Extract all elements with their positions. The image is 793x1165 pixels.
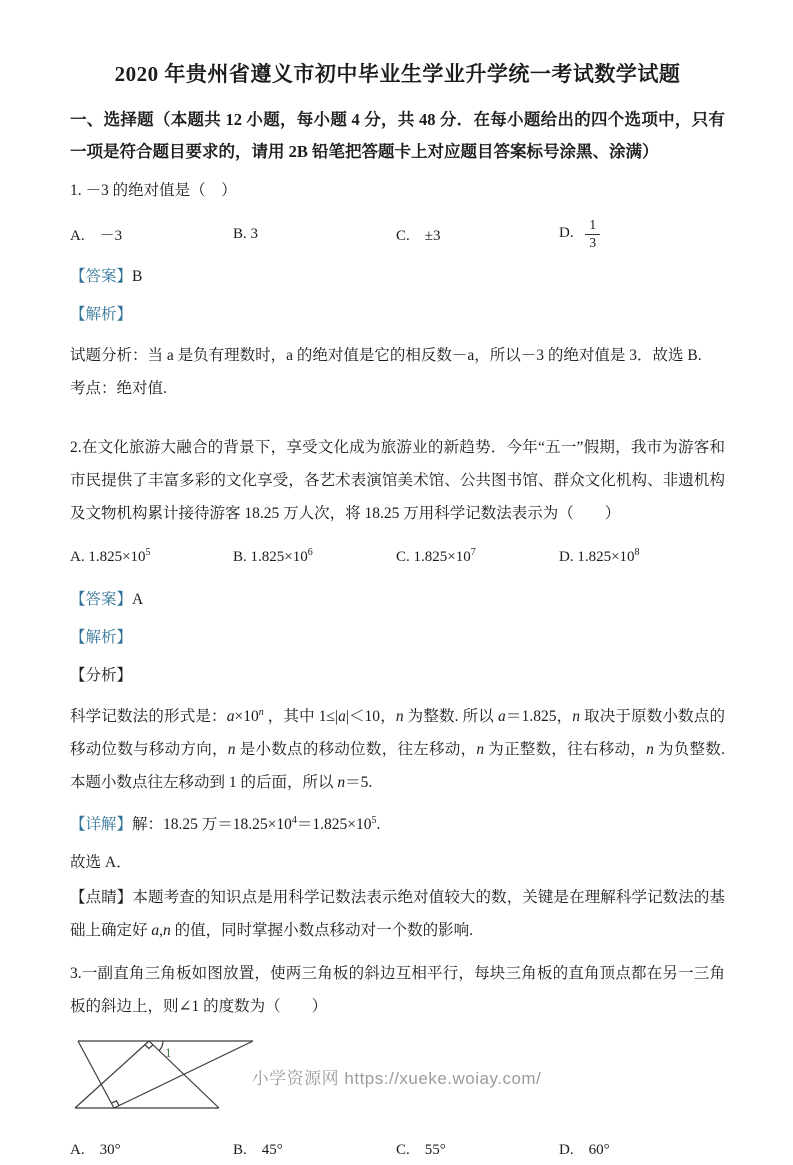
q1-option-d-label: D. [559,225,574,242]
angle-1-arc [159,1041,163,1051]
q1-jiexi-row [70,303,725,327]
q3-option-b: B. 45° [233,1141,283,1158]
answer-label: 【答案】 [70,591,133,608]
q2-option-a: A. $1.825\times 10^5$ [70,546,151,565]
footer-watermark: 小学资源网 https://xueke.woiay.com/ [251,1069,542,1088]
q2-option-d: D. $1.825\times 10^8$ [559,546,640,565]
q3-stem: 3.一副直角三角板如图放置，使两三角板的斜边互相平行，每块三角板的直角顶点都在另一三角板的斜边上，则∠1 的度数为（ ） [70,965,725,1015]
q2-options [70,540,725,574]
dianjing-label: 【点睛】 [70,889,133,906]
q1-option-b: B. 3 [233,225,259,242]
answer-label: 【答案】 [70,268,133,285]
q1-kaodian: 考点：绝对值. [70,380,167,397]
q2-analysis: 科学记数法的形式是：$a\times 10^n$ ，其中 1≤|a|＜10，n 为整数. 所以 a＝1.825，n 取决于原数小数点的移动位数与移动方向，n 是小数点的移动位数，往左移动，n 为正整数，往右移动，n 为负整数. 本题小数点往左移动到 1 的后面，所以 n＝5. [70,706,725,791]
jiexi-label: 【解析】 [70,306,133,323]
q3-option-d: D. 60° [559,1141,610,1158]
jiexi-label: 【解析】 [70,629,133,646]
q3-options [70,1131,725,1165]
q2-option-c: C. $1.825\times 10^7$ [396,546,476,565]
q3-option-c: C. 55° [396,1141,446,1158]
angle-1-label: 1 [165,1045,172,1060]
fraction-numerator: 1 [585,217,600,234]
question-3 [70,957,725,1165]
q1-answer-value: B [132,268,143,285]
xiangjie-label: 【详解】 [70,816,133,833]
q1-analysis: 试题分析：当 a 是负有理数时，a 的绝对值是它的相反数－a，所以－3 的绝对值是 3．故选 B. [70,347,702,364]
q2-dianjing [70,881,725,947]
q2-dianjing-content: 本题考查的知识点是用科学记数法表示绝对值较大的数，关键是在理解科学记数法的基础上确定好 a,n 的值，同时掌握小数点移动对一个数的影响. [70,889,725,939]
q2-guxuan: 故选 A． [70,854,132,871]
q2-fenxi-row [70,664,725,688]
q1-option-a: A. －3 [70,227,123,244]
q1-options [70,217,725,251]
q2-xiangjie-content: 解：18.25 万$=18.25\times 10^4=1.825\times 10^5$. [132,814,381,833]
fraction-denominator: 3 [589,234,597,250]
q2-answer-row [70,588,725,612]
q2-option-b: B. $1.825\times 10^6$ [233,546,313,565]
fraction-one-third [585,217,600,250]
section-header: 一、选择题（本题共 12 小题，每小题 4 分，共 48 分．在每小题给出的四个选项中，只有一项是符合题目要求的，请用 2B 铅笔把答题卡上对应题目答案标号涂黑、涂满） [70,110,725,161]
q2-xiangjie-row [70,813,725,837]
q2-answer-value: A [132,591,144,608]
q3-option-a: A. 30° [70,1141,121,1158]
q2-jiexi-row [70,626,725,650]
q1-option-c: C. ±3 [396,227,441,244]
fenxi-label: 【分析】 [70,667,133,684]
q2-stem: 2.在文化旅游大融合的背景下，享受文化成为旅游业的新趋势．今年“五一”假期，我市为游客和市民提供了丰富多彩的文化享受，各艺术表演馆美术馆、公共图书馆、群众文化机构、非遗机构及文物机构累计接待游客 18.25 万人次，将 18.25 万用科学记数法表示为（ ） [70,439,725,522]
q1-answer-row [70,265,725,289]
question-1 [70,174,725,405]
page-title: 2020 年贵州省遵义市初中毕业生学业升学统一考试数学试题 [114,62,681,86]
right-angle-marker-top [145,1045,153,1049]
q1-stem: 1. －3 的绝对值是（ ） [70,182,237,199]
question-2 [70,431,725,947]
q1-option-d [559,217,725,250]
